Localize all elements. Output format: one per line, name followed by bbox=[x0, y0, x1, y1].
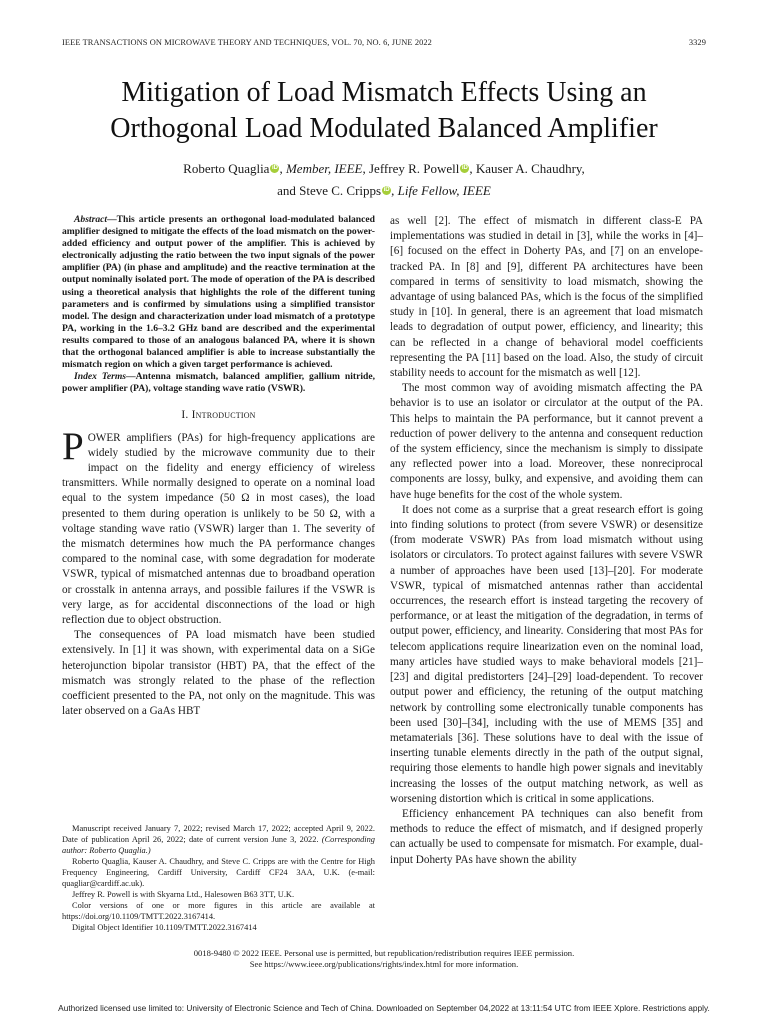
copyright-notice bbox=[40, 948, 728, 970]
index-terms bbox=[62, 371, 375, 395]
left-column bbox=[62, 214, 375, 719]
author-line-2: and Steve C. Cripps iD , Life Fellow, IEEE bbox=[277, 183, 491, 198]
section-number: I. bbox=[181, 408, 192, 422]
download-notice: Authorized licensed use limited to: University of Electronic Science and Tech of China. Downloaded on September 04,2022 at 13:11:54 UTC from IEEE Xplore. Restrictions apply. bbox=[58, 1003, 710, 1013]
journal-name: IEEE TRANSACTIONS ON MICROWAVE THEORY AND TECHNIQUES, VOL. 70, NO. 6, JUNE 2022 bbox=[62, 38, 432, 47]
index-terms-text: —Antenna mismatch, balanced amplifier, gallium nitride, power amplifier (PA), voltage standing wave ratio (VSWR). bbox=[62, 371, 375, 395]
copyright-line-2: See https://www.ieee.org/publications/rights/index.html for more information. bbox=[249, 959, 519, 969]
author-name: Jeffrey R. Powell bbox=[369, 161, 460, 176]
right-paragraph-4: Efficiency enhancement PA techniques can also benefit from methods to reduce the effect of mismatch, and if designed properly can actually be used to compensate for mismatch. For example, dual-input Doherty PAs have shown the ability bbox=[390, 807, 703, 866]
footnote-corresponding: (Corresponding author: Roberto Quaglia.) bbox=[62, 835, 375, 855]
author-name: Steve C. Cripps bbox=[299, 183, 382, 198]
author-role: Life Fellow, IEEE bbox=[397, 183, 491, 198]
right-column bbox=[390, 214, 703, 868]
small-caps-word: OWER bbox=[87, 431, 121, 444]
orcid-icon[interactable]: iD bbox=[461, 165, 468, 171]
right-paragraph-2: The most common way of avoiding mismatch affecting the PA behavior is to use an isolator or circulator at the output of the PA. This helps to maintain the PA performance, but it cannot prevent a reduction of power delivery to the antenna and consequent reduction of the system efficiency, since the mechanism is simply to dissipate any reflected power into a load. Moreover, these nonreciprocal components are lossy, bulky, and expensive, and avoiding them can have huge benefits for the cost of the whole system. bbox=[390, 382, 703, 501]
footnote-text: Manuscript received January 7, 2022; revised March 17, 2022; accepted April 9, 2022. Date of publication April 26, 2022; date of current version June 3, 2022. bbox=[62, 824, 375, 844]
title-line-2: Orthogonal Load Modulated Balanced Amplifier bbox=[110, 113, 658, 144]
page-number: 3329 bbox=[688, 38, 706, 47]
abstract-label: Abstract bbox=[74, 214, 108, 225]
running-head bbox=[62, 38, 706, 47]
footnote-affiliation-2: Jeffrey R. Powell is with Skyarna Ltd., Halesowen B63 3TT, U.K. bbox=[72, 890, 295, 899]
footnotes bbox=[62, 823, 375, 933]
right-paragraph-1: as well [2]. The effect of mismatch in different class-E PA implementations was studied in detail in [3], while the works in [4]–[6] focused on the effect in Doherty PAs, and [7] on an envelope-tracked PA. In [8] and [9], different PA architectures have been compared in terms of sensitivity to load mismatch, showing the advantage of using balanced PAs, which is the focus of the simplified study in [10]. In general, there is an agreement that load mismatch leads to degradation of output power, efficiency, and linearity; this can be reflected in a change of behavioral model coefficients representing the PA [11] based on the load. Also, the study of circuit stability needs to account for the mismatch as well [12]. bbox=[390, 215, 703, 380]
intro-paragraph-1 bbox=[62, 424, 375, 629]
author-name: Kauser A. Chaudhry, bbox=[475, 161, 585, 176]
author-name: Roberto Quaglia bbox=[183, 161, 270, 176]
index-terms-label: Index Terms bbox=[74, 371, 127, 383]
footnote-doi: Digital Object Identifier 10.1109/TMTT.2022.3167414 bbox=[72, 923, 257, 932]
intro-paragraph-2: The consequences of PA load mismatch have been studied extensively. In [1] it was shown, with experimental data on a SiGe heterojunction bipolar transistor (HBT) PA, that the effect of the mismatch was strongly related to the phase of the reflection coefficient presented to the PA, not only on the magnitude. This was later observed on a GaAs HBT bbox=[62, 629, 375, 718]
title-line-1: Mitigation of Load Mismatch Effects Using an bbox=[121, 77, 647, 108]
author-line-1: Roberto Quaglia iD , Member, IEEE, Jeffrey R. Powell iD , Kauser A. Chaudhry, bbox=[183, 161, 585, 176]
footnote-affiliation: Roberto Quaglia, Kauser A. Chaudhry, and Steve C. Cripps are with the Centre for High Frequency Engineering, Cardiff University, Cardiff CF24 3AA, U.K. (e-mail: quagliar@cardiff.ac.uk). bbox=[62, 857, 375, 888]
orcid-icon[interactable]: iD bbox=[383, 187, 390, 193]
copyright-line-1: 0018-9480 © 2022 IEEE. Personal use is permitted, but republication/redistribution requires IEEE permission. bbox=[193, 948, 575, 958]
section-title: Introduction bbox=[191, 408, 256, 422]
footnote-color: Color versions of one or more figures in this article are available at https://doi.org/10.1109/TMTT.2022.3167414. bbox=[62, 901, 375, 921]
author-list bbox=[40, 158, 728, 202]
section-heading bbox=[62, 407, 375, 422]
author-role: Member, IEEE bbox=[285, 161, 363, 176]
orcid-icon[interactable]: iD bbox=[271, 165, 278, 171]
right-paragraph-3: It does not come as a surprise that a great research effort is going into finding solutions to protect (from severe VSWR) or desensitize (from moderate VSWR) PAs from load mismatch without using isolators or circulators. To protect against failures with severe VSWR a number of approaches have been used [13]–[20]. For moderate VSWR, typical of mismatched antennas rather than accidental occurrences, the research effort is instead targeting the recovery of performance, or at least the mitigation of the degradation, in terms of output power, efficiency, and linearity. Considering that most PAs for telecom applications require linearization even on the nominal load, many articles have studied ways to make behavioral models [21]–[23] and digital predistorters [24]–[29] load-dependent. To recover output power and efficiency, the retuning of the output matching network by controlling some electronically tunable components has been used [30]–[34], including with the use of MEMS [35] and metamaterials [36]. These solutions have to deal with the issue of inserting tunable elements directly in the path of the output signal, requiring those elements to handle high power signals and inevitably increasing the losses of the output matching network, as well as worsening distortion which is critical in some applications. bbox=[390, 503, 703, 805]
paragraph-text: amplifiers (PAs) for high-frequency applications are widely studied by the microwave community due to their impact on the fidelity and energy efficiency of wireless transmitters. While normally designed to operate on a nominal load equal to the system impedance (50 Ω in most cases), the load presented to them during operation is unlikely to be 50 Ω, with a voltage standing wave ratio (VSWR) larger than 1. The severity of the mismatch determines how much the PA performance changes compared to the nominal case, with some degradation for moderate VSWR, typical of mismatched antennas due to broadband operation or crosstalk in antenna arrays, and possible failures if the VSWR is very large, as for accidental disconnections of the load or high reflection due to object obstruction. bbox=[62, 431, 375, 627]
footnote-manuscript bbox=[62, 823, 375, 856]
abstract bbox=[62, 214, 375, 371]
drop-cap: P bbox=[62, 424, 84, 468]
abstract-text: —This article presents an orthogonal load-modulated balanced amplifier designed to mitigate the effects of the load mismatch on the power-added efficiency and output power of the amplifier. This is achieved by electronically adjusting the ratio between the two input signals of the power amplifier (PA) (in phase and amplitude) and the reactive termination at the output nominally isolated port. The mode of operation of the PA is described using a theoretical analysis that highlights the role of the different tuning parameters and is confirmed by simulations using a simplified transistor model. The design and characterization under load mismatch of a prototype PA, working in the 1.6–3.2 GHz band are described and the experimental results compared to those of an analogous balanced PA, where it is shown that the orthogonal balanced amplifier is able to increase substantially the mismatch region on which a given target performance is achieved. bbox=[62, 214, 375, 371]
author-and: and bbox=[277, 183, 296, 198]
paper-title bbox=[40, 75, 728, 147]
